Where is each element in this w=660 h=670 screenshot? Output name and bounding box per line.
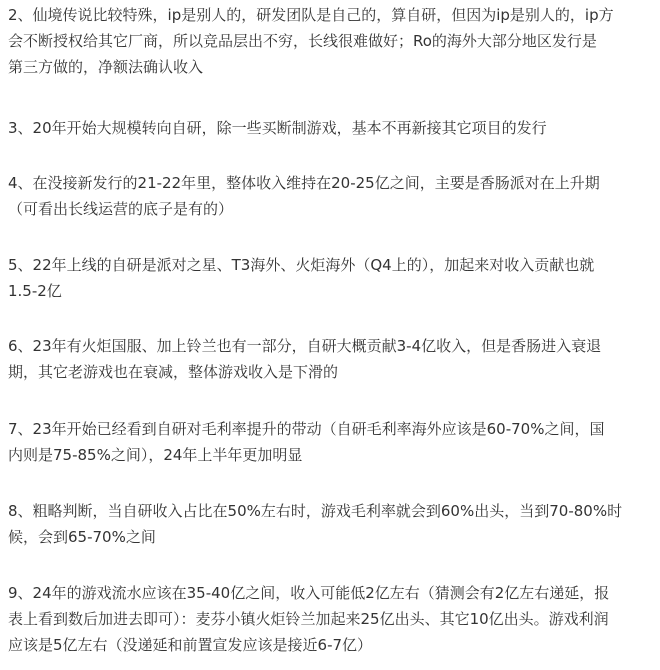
paragraph-line: 3、20年开始大规模转向自研，除一些买断制游戏，基本不再新接其它项目的发行 [8, 119, 547, 137]
paragraph-line: 5、22年上线的自研是派对之星、T3海外、火炬海外（Q4上的），加起来对收入贡献也就 [8, 256, 595, 274]
paragraph-9 [8, 580, 609, 658]
paragraph-line: 7、23年开始已经看到自研对毛利率提升的带动（自研毛利率海外应该是60-70%之间，国 [8, 420, 605, 438]
paragraph-line: 候，会到65-70%之间 [8, 528, 156, 546]
paragraph-line: 6、23年有火炬国服、加上铃兰也有一部分，自研大概贡献3-4亿收入，但是香肠进入衰退 [8, 337, 602, 355]
paragraph-5 [8, 252, 594, 304]
paragraph-3 [8, 115, 547, 141]
paragraph-line: 内则是75-85%之间），24年上半年更加明显 [8, 446, 303, 464]
paragraph-line: 表上看到数后加进去即可）：麦芬小镇火炬铃兰加起来25亿出头、其它10亿出头。游戏利润 [8, 610, 609, 628]
paragraph-line: 会不断授权给其它厂商，所以竞品层出不穷，长线很难做好；Ro的海外大部分地区发行是 [8, 32, 597, 50]
paragraph-line: 应该是5亿左右（没递延和前置宣发应该是接近6-7亿） [8, 636, 373, 654]
paragraph-2 [8, 2, 614, 80]
paragraph-line: （可看出长线运营的底子是有的） [8, 200, 234, 218]
paragraph-6 [8, 333, 601, 385]
paragraph-8 [8, 498, 622, 550]
paragraph-line: 期，其它老游戏也在衰减，整体游戏收入是下滑的 [8, 363, 339, 381]
paragraph-line: 第三方做的，净额法确认收入 [8, 58, 204, 76]
paragraph-line: 9、24年的游戏流水应该在35-40亿之间，收入可能低2亿左右（猜测会有2亿左右递延，报 [8, 584, 610, 602]
paragraph-line: 4、在没接新发行的21-22年里，整体收入维持在20-25亿之间，主要是香肠派对在上升期 [8, 174, 600, 192]
paragraph-4 [8, 170, 600, 222]
paragraph-line: 2、仙境传说比较特殊，ip是别人的，研发团队是自己的，算自研，但因为ip是别人的，ip方 [8, 6, 614, 24]
paragraph-line: 8、粗略判断，当自研收入占比在50%左右时，游戏毛利率就会到60%出头，当到70-80%时 [8, 502, 623, 520]
paragraph-line: 1.5-2亿 [8, 282, 62, 300]
paragraph-7 [8, 416, 604, 468]
